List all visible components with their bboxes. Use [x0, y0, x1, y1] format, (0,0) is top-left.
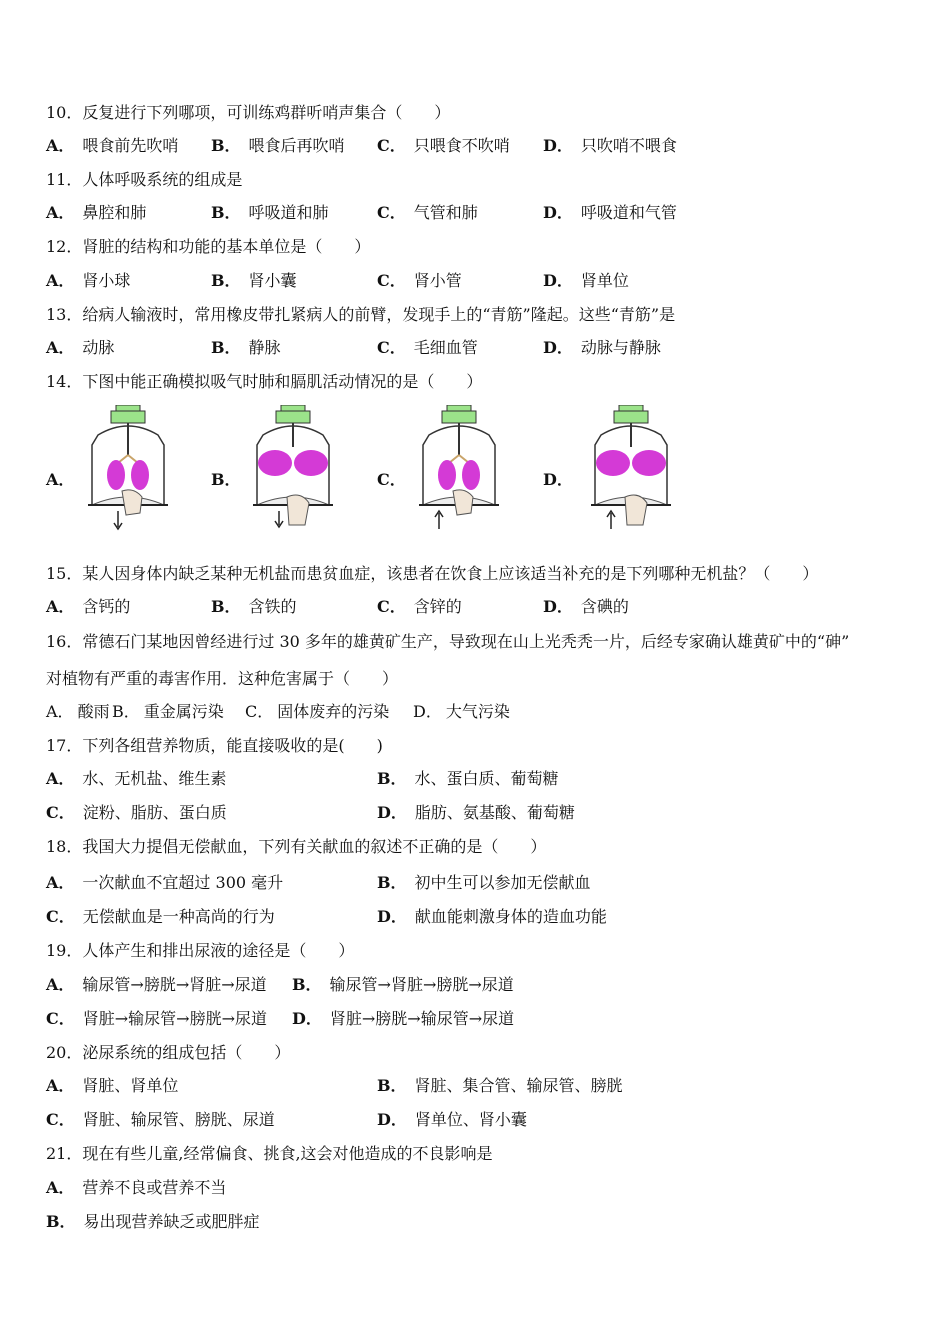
option-c: C． 肾脏→输尿管→膀胱→尿道: [46, 1009, 267, 1028]
question-21-stem: 21．现在有些儿童,经常偏食、挑食,这会对他造成的不良影响是: [46, 1144, 493, 1163]
figure-option-c: C．: [377, 405, 507, 535]
option-d: D． 肾单位、肾小囊: [377, 1110, 527, 1129]
question-16-stem-continued: 对植物有严重的毒害作用．这种危害属于（ ）: [46, 669, 399, 688]
option-a: A． 水、无机盐、维生素: [46, 769, 227, 788]
option-b: B． 含铁的: [211, 597, 297, 616]
figure-option-a: A．: [46, 405, 176, 535]
option-a: A． 含钙的: [46, 597, 131, 616]
figure-option-b: B．: [211, 405, 361, 535]
option-d: D． 脂肪、氨基酸、葡萄糖: [377, 803, 575, 822]
option-b: B． 肾脏、集合管、输尿管、膀胱: [377, 1076, 623, 1095]
option-b: B． 水、蛋白质、葡萄糖: [377, 769, 559, 788]
bell-jar-figures: [46, 405, 686, 535]
option-b: B． 静脉: [211, 338, 281, 357]
option-b: B． 呼吸道和肺: [211, 203, 329, 222]
option-d: D． 呼吸道和气管: [543, 203, 677, 222]
option-d: D． 肾脏→膀胱→输尿管→尿道: [292, 1009, 515, 1028]
question-17-stem: 17．下列各组营养物质，能直接吸收的是( ): [46, 736, 383, 755]
question-19-stem: 19．人体产生和排出尿液的途径是（ ）: [46, 941, 355, 960]
option-a: A． 喂食前先吹哨: [46, 136, 179, 155]
question-14-stem: 14．下图中能正确模拟吸气时肺和膈肌活动情况的是（ ）: [46, 372, 483, 391]
option-d: D． 肾单位: [543, 271, 629, 290]
option-a: A． 输尿管→膀胱→肾脏→尿道: [46, 975, 267, 994]
question-11-stem: 11．人体呼吸系统的组成是: [46, 170, 243, 189]
option-b: B． 肾小囊: [211, 271, 297, 290]
option-c: C． 肾脏、输尿管、膀胱、尿道: [46, 1110, 275, 1129]
option-a: A． 肾脏、肾单位: [46, 1076, 179, 1095]
option-d: D． 献血能刺激身体的造血功能: [377, 907, 607, 926]
figure-option-d: D．: [543, 405, 693, 535]
option-c: C． 毛细血管: [377, 338, 478, 357]
option-b: B． 输尿管→肾脏→膀胱→尿道: [292, 975, 514, 994]
option-c: C． 肾小管: [377, 271, 462, 290]
option-c: C． 无偿献血是一种高尚的行为: [46, 907, 275, 926]
option-a: A． 营养不良或营养不当: [46, 1178, 227, 1197]
option-a: A． 肾小球: [46, 271, 131, 290]
question-20-stem: 20．泌尿系统的组成包括（ ）: [46, 1043, 291, 1062]
bell-jar-b-diagram: [243, 405, 343, 535]
option-b: B． 喂食后再吹哨: [211, 136, 345, 155]
option-a: A． 鼻腔和肺: [46, 203, 147, 222]
option-d: D． 动脉与静脉: [543, 338, 661, 357]
question-16-stem: 16．常德石门某地因曾经进行过 30 多年的雄黄矿生产，导致现在山上光秃秃一片，后经专家确认雄黄矿中的“砷”: [46, 632, 850, 651]
option-c: C． 淀粉、脂肪、蛋白质: [46, 803, 227, 822]
bell-jar-c-diagram: [409, 405, 509, 535]
question-18-stem: 18．我国大力提倡无偿献血，下列有关献血的叙述不正确的是（ ）: [46, 837, 547, 856]
bell-jar-d-diagram: [581, 405, 681, 535]
option-a: A． 动脉: [46, 338, 115, 357]
option-c: C． 气管和肺: [377, 203, 478, 222]
option-c: C． 固体废弃的污染: [245, 702, 390, 721]
option-b: B． 重金属污染: [112, 702, 224, 721]
option-b: B． 易出现营养缺乏或肥胖症: [46, 1212, 260, 1231]
bell-jar-a-diagram: [78, 405, 178, 535]
question-15-stem: 15．某人因身体内缺乏某种无机盐而患贫血症，该患者在饮食上应该适当补充的是下列哪种无机盐？（ ）: [46, 564, 819, 583]
option-c: C． 只喂食不吹哨: [377, 136, 510, 155]
question-13-stem: 13．给病人输液时，常用橡皮带扎紧病人的前臂，发现手上的“青筋”隆起。这些“青筋”是: [46, 305, 676, 324]
option-d: D． 大气污染: [413, 702, 510, 721]
option-c: C． 含锌的: [377, 597, 462, 616]
question-12-stem: 12．肾脏的结构和功能的基本单位是（ ）: [46, 237, 371, 256]
option-d: D． 含碘的: [543, 597, 629, 616]
option-a: A． 酸雨: [46, 702, 110, 721]
option-a: A． 一次献血不宜超过 300 毫升: [46, 873, 284, 892]
option-b: B． 初中生可以参加无偿献血: [377, 873, 591, 892]
question-10-stem: 10．反复进行下列哪项，可训练鸡群听哨声集合（ ）: [46, 103, 451, 122]
option-d: D． 只吹哨不喂食: [543, 136, 677, 155]
